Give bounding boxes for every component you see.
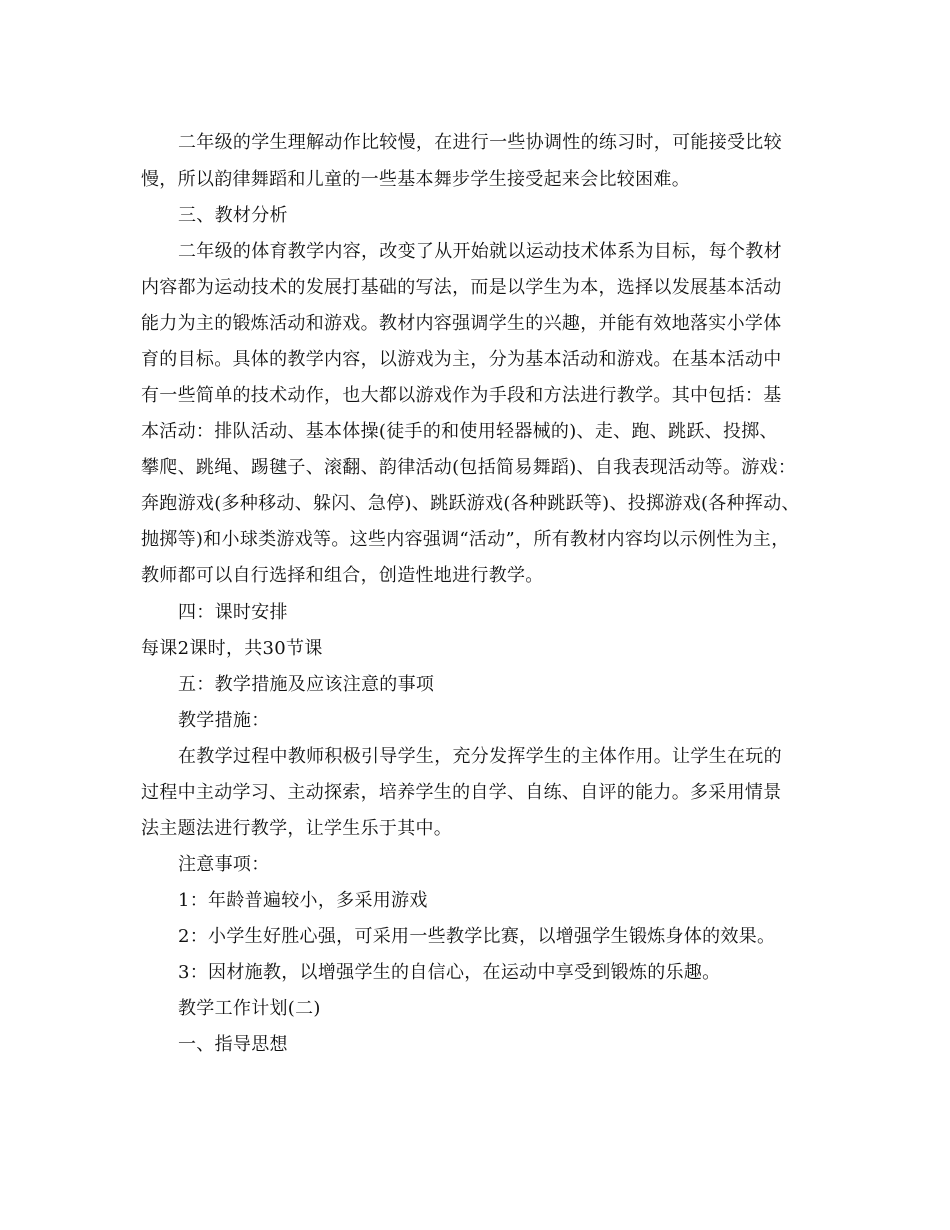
subheading: 注意事项：	[178, 854, 270, 875]
list-item: 3：因材施教，以增强学生的自信心，在运动中享受到锻炼的乐趣。	[178, 962, 721, 983]
paragraph-line: 慢，所以韵律舞蹈和儿童的一些基本舞步学生接受起来会比较困难。	[141, 169, 690, 190]
paragraph-line: 在教学过程中教师积极引导学生，充分发挥学生的主体作用。让学生在玩的	[178, 746, 782, 767]
paragraph-line: 教师都可以自行选择和组合，创造性地进行教学。	[141, 565, 544, 586]
section-heading: 四：课时安排	[178, 602, 288, 623]
paragraph-line: 奔跑游戏(多种移动、躲闪、急停)、跳跃游戏(各种跳跃等)、投掷游戏(各种挥动、	[141, 493, 800, 514]
paragraph-line: 育的目标。具体的教学内容，以游戏为主，分为基本活动和游戏。在基本活动中	[141, 349, 782, 370]
subheading: 教学措施：	[178, 710, 270, 731]
paragraph-line: 内容都为运动技术的发展打基础的写法，而是以学生为本，选择以发展基本活动	[141, 277, 782, 298]
paragraph-line: 法主题法进行教学，让学生乐于其中。	[141, 818, 453, 839]
paragraph-line: 攀爬、跳绳、踢毽子、滚翻、韵律活动(包括简易舞蹈)、自我表现活动等。游戏：	[141, 457, 797, 478]
paragraph-line: 有一些简单的技术动作，也大都以游戏作为手段和方法进行教学。其中包括：基	[141, 385, 782, 406]
section-heading: 五：教学措施及应该注意的事项	[178, 674, 435, 695]
paragraph-line: 每课2课时，共30节课	[141, 638, 323, 659]
paragraph-line: 二年级的体育教学内容，改变了从开始就以运动技术体系为目标，每个教材	[178, 241, 782, 262]
paragraph-line: 二年级的学生理解动作比较慢，在进行一些协调性的练习时，可能接受比较	[178, 132, 782, 153]
paragraph-line: 过程中主动学习、主动探索，培养学生的自学、自练、自评的能力。多采用情景	[141, 782, 782, 803]
section-heading: 三、教材分析	[178, 205, 288, 226]
list-item: 1：年龄普遍较小，多采用游戏	[178, 890, 428, 911]
paragraph-line: 本活动：排队活动、基本体操(徒手的和使用轻器械的)、走、跑、跳跃、投掷、	[141, 421, 778, 442]
list-item: 2：小学生好胜心强，可采用一些教学比赛，以增强学生锻炼身体的效果。	[178, 926, 776, 947]
paragraph-line: 抛掷等)和小球类游戏等。这些内容强调“活动”，所有教材内容均以示例性为主，	[141, 529, 790, 550]
section-heading: 一、指导思想	[178, 1034, 288, 1055]
section-heading: 教学工作计划(二)	[178, 998, 321, 1019]
paragraph-line: 能力为主的锻炼活动和游戏。教材内容强调学生的兴趣，并能有效地落实小学体	[141, 313, 782, 334]
